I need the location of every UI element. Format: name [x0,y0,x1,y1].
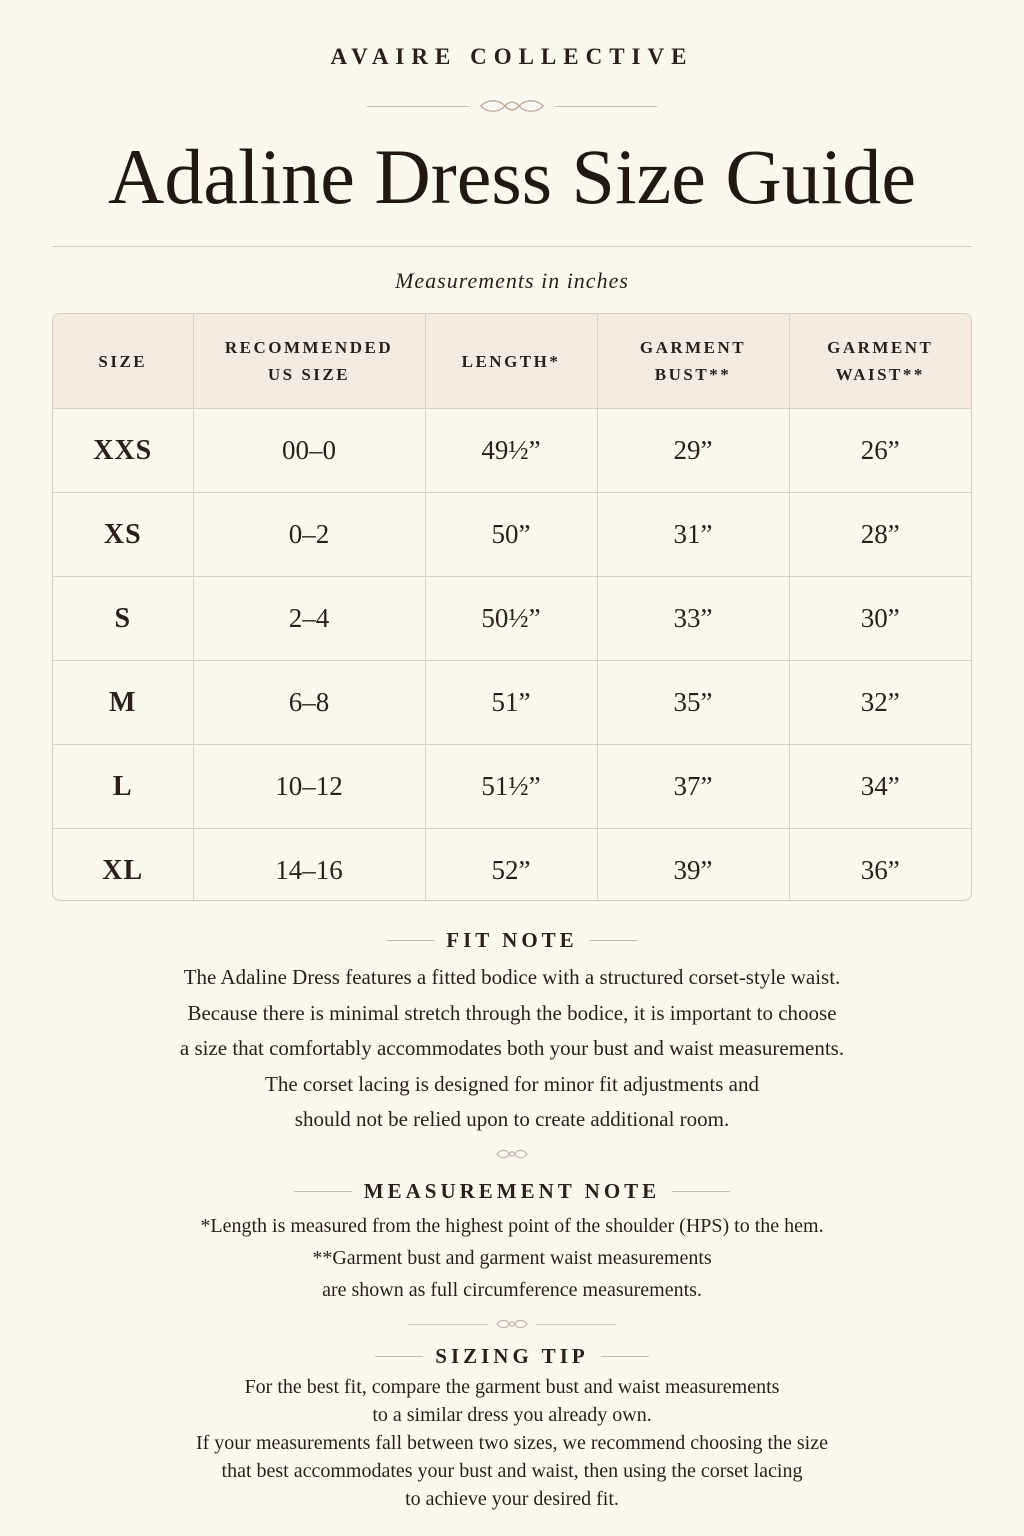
size-table [52,313,972,901]
sizing-tip-heading: SIZING TIP [0,1344,1024,1369]
cell-bust: 37” [597,745,789,829]
cell-bust: 39” [597,829,789,902]
flourish-icon [494,1318,530,1330]
cell-size: M [53,661,193,745]
header-ornament [0,98,1024,114]
measurement-note-text: *Length is measured from the highest point of the shoulder (HPS) to the hem. **Garment bust and garment waist measurements are shown as full circumference measurements. [200,1215,824,1301]
cell-us-size: 14–16 [193,829,425,902]
brand-name: AVAIRE COLLECTIVE [330,44,694,69]
table-row [53,493,971,577]
cell-length: 50½” [425,577,597,661]
cell-length: 51” [425,661,597,745]
cell-waist: 30” [789,577,971,661]
cell-size: XS [53,493,193,577]
table-row [53,745,971,829]
cell-us-size: 6–8 [193,661,425,745]
header-bust: GARMENT BUST** [597,314,789,409]
cell-us-size: 0–2 [193,493,425,577]
fit-note-heading: FIT NOTE [0,928,1024,953]
flourish-icon [494,1148,530,1160]
cell-size: XL [53,829,193,902]
flourish-icon [477,98,547,114]
fit-note-text: The Adaline Dress features a fitted bodice with a structured corset-style waist. Because there is minimal stretch through the bodice, it is important to choose a size that comfortably accommodates both your bust and waist measurements. The corset lacing is designed for minor fit adjustments and should not be relied upon to create additional room. [179,965,845,1131]
cell-size: XXS [53,409,193,493]
divider-ornament [0,1148,1024,1160]
sizing-tip-text: For the best fit, compare the garment bust and waist measurements to a similar dress you already own. If your measurements fall between two sizes, we recommend choosing the size that best accommodates your bust and waist, then using the corset lacing to achieve your desired fit. [195,1376,828,1510]
divider-ornament [0,1318,1024,1330]
cell-waist: 32” [789,661,971,745]
units-subtitle: Measurements in inches [395,268,629,293]
cell-waist: 34” [789,745,971,829]
cell-length: 49½” [425,409,597,493]
table-row [53,829,971,902]
cell-length: 52” [425,829,597,902]
header-length: LENGTH* [425,314,597,409]
header-size: SIZE [53,314,193,409]
table-header-row [53,314,971,409]
cell-bust: 29” [597,409,789,493]
header-us-size: RECOMMENDED US SIZE [193,314,425,409]
header-waist: GARMENT WAIST** [789,314,971,409]
cell-length: 50” [425,493,597,577]
measurement-note-heading: MEASUREMENT NOTE [0,1179,1024,1204]
cell-length: 51½” [425,745,597,829]
cell-waist: 28” [789,493,971,577]
cell-size: L [53,745,193,829]
title-divider [52,246,972,247]
cell-waist: 36” [789,829,971,902]
cell-size: S [53,577,193,661]
cell-us-size: 10–12 [193,745,425,829]
cell-bust: 33” [597,577,789,661]
table-row [53,409,971,493]
page-title: Adaline Dress Size Guide [108,133,916,220]
cell-waist: 26” [789,409,971,493]
table-row [53,661,971,745]
cell-us-size: 00–0 [193,409,425,493]
cell-bust: 35” [597,661,789,745]
table-row [53,577,971,661]
cell-bust: 31” [597,493,789,577]
cell-us-size: 2–4 [193,577,425,661]
